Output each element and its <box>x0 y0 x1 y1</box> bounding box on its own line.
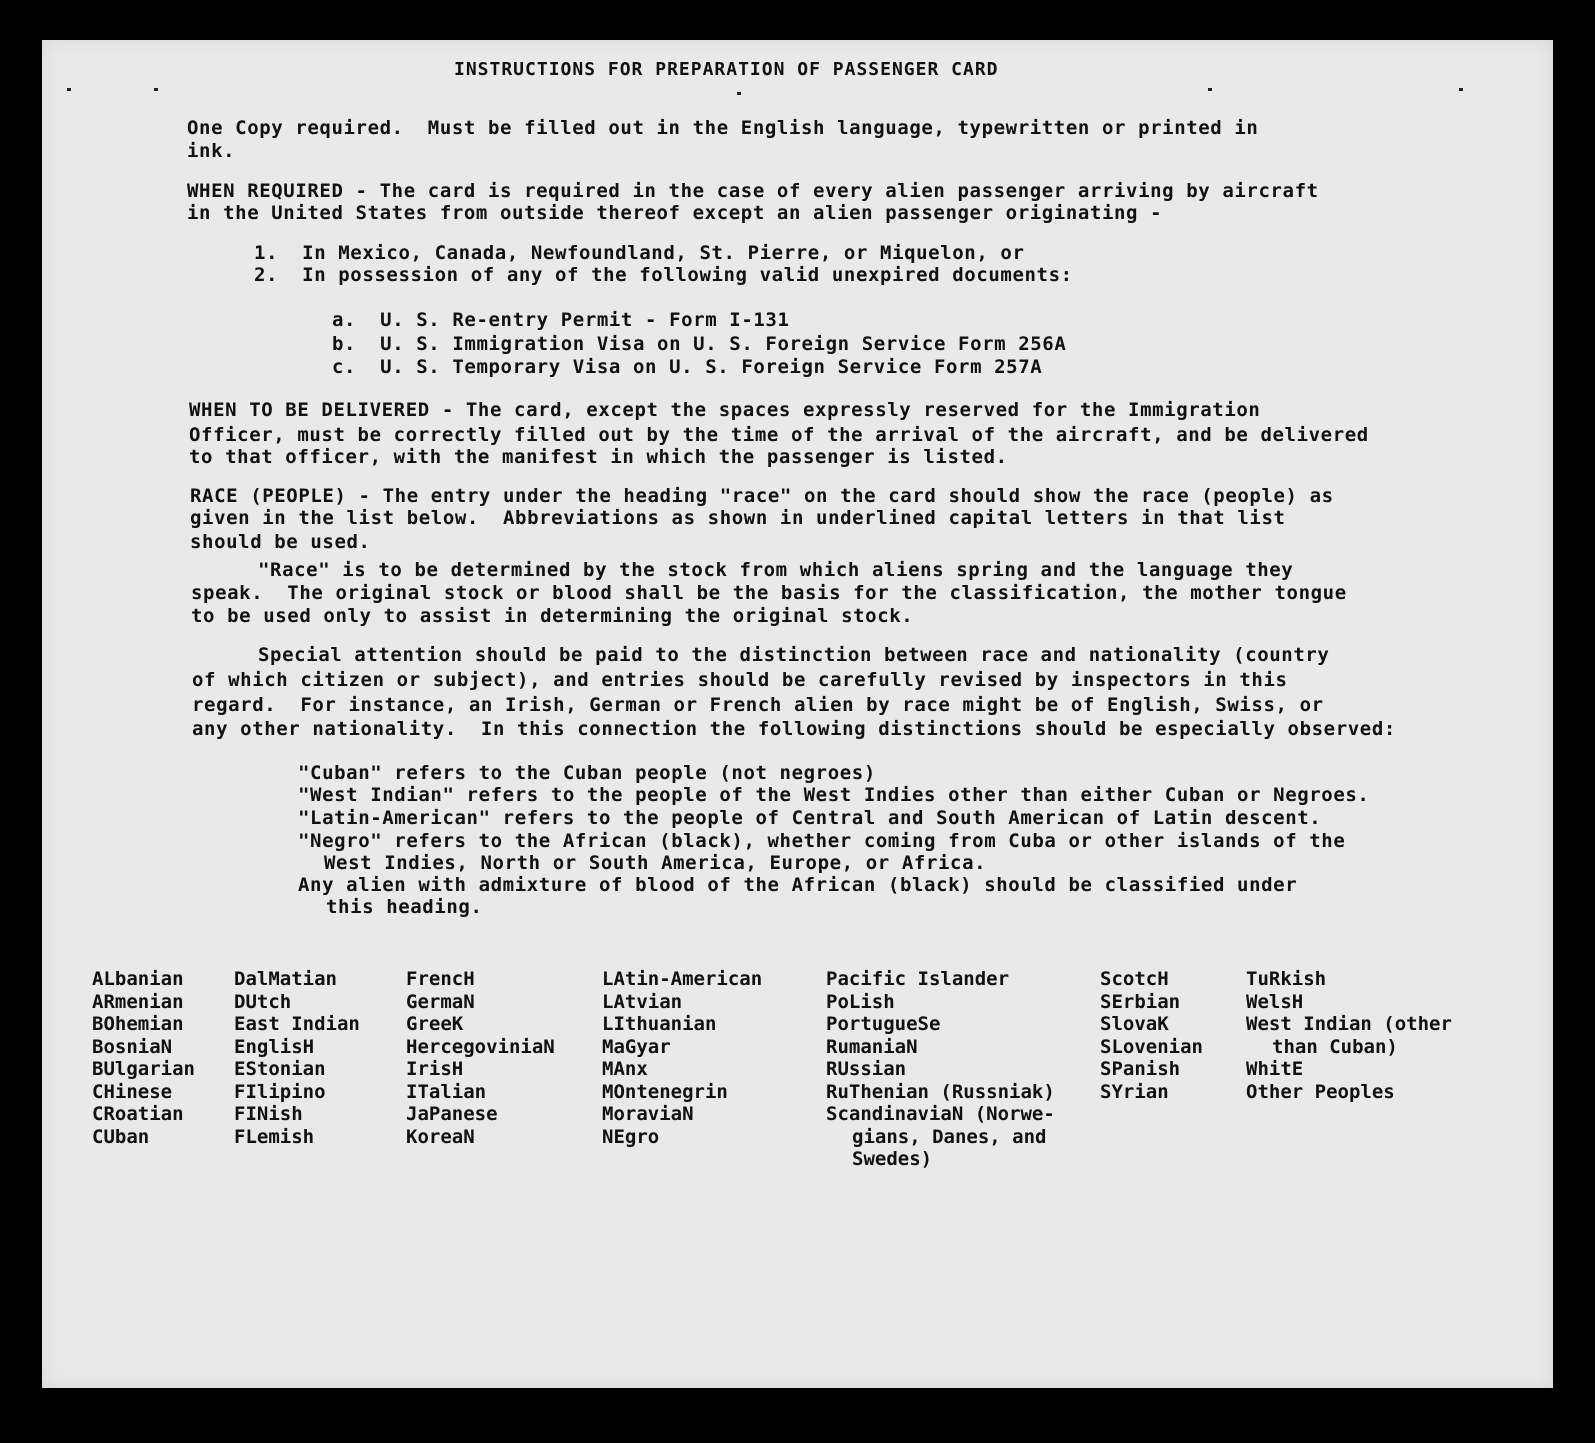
race-paragraph-line: should be used. <box>190 531 371 553</box>
race-list-column-7 <box>1246 968 1452 1103</box>
page-title: INSTRUCTIONS FOR PREPARATION OF PASSENGER CARD <box>454 59 999 80</box>
distinction-line: "Latin-American" refers to the people of Central and South American of Latin descent. <box>298 807 1322 829</box>
race-entry: IrisH <box>406 1058 464 1080</box>
race-entry: CUban <box>92 1125 150 1148</box>
race-entry: SLovenian <box>1100 1035 1203 1058</box>
distinction-line: "West Indian" refers to the people of the West Indies other than either Cuban or Negroes. <box>298 784 1370 806</box>
race-entry: FLemish <box>234 1125 315 1148</box>
race-entry: RuThenian (Russniak) <box>826 1080 1055 1103</box>
race-entry: BosniaN <box>92 1035 173 1058</box>
race-entry: RUssian <box>826 1058 907 1080</box>
race-entry: West Indian (other <box>1246 1013 1452 1035</box>
ink-speck <box>67 88 71 91</box>
race-list-column-2 <box>234 968 360 1148</box>
race-entry: PoLish <box>826 990 895 1013</box>
race-entry: ALbanian <box>92 968 184 990</box>
race-entry: WelsH <box>1246 990 1304 1013</box>
when-required-line: WHEN REQUIRED - The card is required in the case of every alien passenger arriving by aircraft <box>187 180 1319 202</box>
race-entry: MoraviaN <box>602 1103 694 1125</box>
distinction-line: West Indies, North or South America, Europe, or Africa. <box>324 852 987 874</box>
when-delivered-line: WHEN TO BE DELIVERED - The card, except the spaces expressly reserved for the Immigration <box>189 399 1261 421</box>
distinction-line: "Negro" refers to the African (black), whether coming from Cuba or other islands of the <box>298 830 1346 852</box>
race-entry: ScotcH <box>1100 968 1169 990</box>
race-entry: NEgro <box>602 1125 660 1148</box>
race-list-column-5 <box>826 968 1055 1171</box>
when-required-item: 1. In Mexico, Canada, Newfoundland, St. Pierre, or Miquelon, or <box>254 242 1025 264</box>
race-entry: TuRkish <box>1246 968 1327 990</box>
race-entry: PortugueSe <box>826 1013 941 1035</box>
race-paragraph-line: to be used only to assist in determining the original stock. <box>191 605 914 627</box>
race-paragraph-line: of which citizen or subject), and entries should be carefully revised by inspectors in this <box>192 669 1288 691</box>
race-entry: KoreaN <box>406 1125 475 1148</box>
race-entry: JaPanese <box>406 1103 498 1125</box>
when-delivered-line: Officer, must be correctly filled out by the time of the arrival of the aircraft, and be delivered <box>189 424 1369 446</box>
document-subitem: c. U. S. Temporary Visa on U. S. Foreign Service Form 257A <box>332 356 1043 378</box>
race-list-column-6 <box>1100 968 1203 1103</box>
race-paragraph-line: "Race" is to be determined by the stock from which aliens spring and the language they <box>258 559 1294 581</box>
race-entry: SPanish <box>1100 1058 1181 1080</box>
race-entry: ARmenian <box>92 990 184 1013</box>
race-entry: SYrian <box>1100 1080 1169 1103</box>
race-entry: MaGyar <box>602 1035 671 1058</box>
document-page <box>42 40 1553 1388</box>
ink-speck <box>737 92 741 95</box>
race-entry: ScandinaviaN (Norwe- <box>826 1103 1055 1125</box>
when-required-item: 2. In possession of any of the following valid unexpired documents: <box>254 264 1073 286</box>
ink-speck <box>1459 88 1463 91</box>
race-entry: MAnx <box>602 1058 648 1080</box>
race-paragraph-line: any other nationality. In this connection the following distinctions should be especially observed: <box>192 718 1396 740</box>
race-entry-continued: than Cuban) <box>1272 1035 1398 1058</box>
race-entry: WhitE <box>1246 1058 1304 1080</box>
race-paragraph-line: RACE (PEOPLE) - The entry under the heading "race" on the card should show the race (people) as <box>190 485 1334 507</box>
race-entry: SlovaK <box>1100 1013 1169 1035</box>
race-entry-continued: Swedes) <box>852 1148 933 1170</box>
race-entry: DalMatian <box>234 968 337 990</box>
race-entry: ITalian <box>406 1080 487 1103</box>
race-entry: Pacific Islander <box>826 968 1010 990</box>
race-entry: MOntenegrin <box>602 1080 728 1103</box>
race-entry: East Indian <box>234 1013 360 1035</box>
race-entry: CRoatian <box>92 1103 184 1125</box>
race-entry: DUtch <box>234 990 292 1013</box>
when-required-line: in the United States from outside thereof except an alien passenger originating - <box>187 202 1163 224</box>
race-paragraph-line: Special attention should be paid to the distinction between race and nationality (country <box>258 644 1330 666</box>
copy-instruction-line: One Copy required. Must be filled out in the English language, typewritten or printed in <box>187 117 1259 139</box>
race-entry: FINish <box>234 1103 303 1125</box>
ink-speck <box>154 88 158 91</box>
race-entry: FIlipino <box>234 1080 326 1103</box>
document-subitem: b. U. S. Immigration Visa on U. S. Foreign Service Form 256A <box>332 333 1067 355</box>
distinction-line: "Cuban" refers to the Cuban people (not negroes) <box>298 762 876 784</box>
race-entry: BUlgarian <box>92 1058 195 1080</box>
race-entry: RumaniaN <box>826 1035 918 1058</box>
race-paragraph-line: speak. The original stock or blood shall be the basis for the classification, the mother tongue <box>191 582 1347 604</box>
race-paragraph-line: regard. For instance, an Irish, German or French alien by race might be of English, Swiss, or <box>192 694 1324 716</box>
race-entry: HercegoviniaN <box>406 1035 555 1058</box>
race-entry: BOhemian <box>92 1013 184 1035</box>
race-list-column-4 <box>602 968 762 1148</box>
document-subitem: a. U. S. Re-entry Permit - Form I-131 <box>332 309 790 331</box>
race-entry: LAtvian <box>602 990 683 1013</box>
race-entry: GreeK <box>406 1013 464 1035</box>
race-entry: LIthuanian <box>602 1013 717 1035</box>
race-entry: LAtin-American <box>602 968 763 990</box>
race-entry: FrencH <box>406 968 475 990</box>
race-entry: GermaN <box>406 990 475 1013</box>
race-list-column-3 <box>406 968 555 1148</box>
ink-speck <box>1208 88 1212 91</box>
when-delivered-line: to that officer, with the manifest in which the passenger is listed. <box>189 446 1008 468</box>
race-entry: Other Peoples <box>1246 1080 1395 1103</box>
distinction-line: Any alien with admixture of blood of the African (black) should be classified under <box>298 874 1298 896</box>
race-entry: EStonian <box>234 1058 326 1080</box>
race-entry: CHinese <box>92 1080 173 1103</box>
race-entry: SErbian <box>1100 990 1181 1013</box>
race-entry-continued: gians, Danes, and <box>852 1125 1047 1148</box>
distinction-line: this heading. <box>326 896 483 918</box>
race-list-column-1 <box>92 968 195 1148</box>
race-entry: EnglisH <box>234 1035 315 1058</box>
copy-instruction-line: ink. <box>187 140 236 162</box>
race-paragraph-line: given in the list below. Abbreviations as shown in underlined capital letters in that list <box>190 507 1286 529</box>
